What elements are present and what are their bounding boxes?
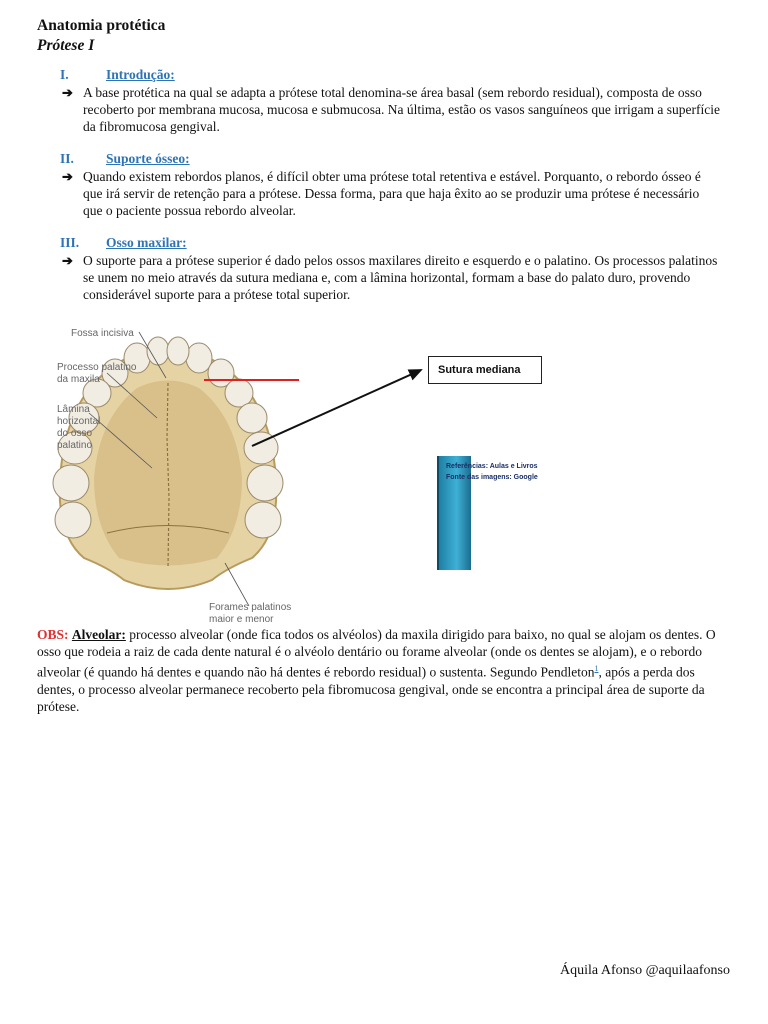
maxilla-illustration: [37, 318, 299, 630]
obs-label: OBS:: [37, 627, 69, 642]
paragraph-text: Quando existem rebordos planos, é difícil obter uma prótese total retentiva e estável. Porquanto, o rebordo ósseo é que irá servir de retenção para a prótese. Dessa forma, para que haja êxito ao se produzir uma prótese é necessário que o paciente possua rebordo alveolar.: [83, 169, 701, 218]
obs-text-before-ref: processo alveolar (onde fica todos os alvéolos) da maxila dirigido para baixo, no qual se alojam os dentes. O osso que rodeia a raiz de cada dente natural é o alvéolo dentário ou forame alveolar (onde os dentes se alojam), e o rebordo alveolar (é quando há dentes e quando não há dentes é rebordo residual) o sustenta. Segundo Pendleton: [37, 627, 716, 680]
document-subtitle: Prótese I: [37, 37, 95, 54]
section-number: I.: [60, 67, 69, 82]
author-footer: Áquila Afonso @aquilaafonso: [560, 963, 730, 978]
label-da-maxila: da maxila: [57, 374, 100, 385]
footnote-reference-link[interactable]: 1: [594, 664, 599, 673]
section-heading-suporte-osseo: [60, 151, 190, 167]
section-heading-osso-maxilar: [60, 235, 187, 251]
label-do-osso: do osso: [57, 428, 93, 439]
paragraph-text: A base protética na qual se adapta a prótese total denomina-se área basal (sem rebordo residual), composta de osso recoberto por membrana mucosa, mucosa e submucosa. Na última, estão os vasos sanguíneos que irrigam a superfície da fibromucosa gengival.: [83, 85, 720, 134]
section-number: III.: [60, 235, 80, 250]
section-number: II.: [60, 151, 74, 166]
label-horizontal: horizontal: [57, 416, 101, 427]
section-label: Osso maxilar:: [106, 235, 187, 250]
arrow-right-icon: ➔: [62, 85, 73, 100]
section-paragraph-osso-maxilar: [62, 252, 722, 303]
section-heading-introducao: [60, 67, 175, 83]
references-line: Referências: Aulas e Livros: [446, 463, 538, 470]
label-lamina: Lâmina: [57, 404, 90, 415]
section-paragraph-introducao: [62, 84, 722, 135]
obs-paragraph: [37, 626, 727, 715]
callout-sutura-mediana: Sutura mediana: [428, 356, 542, 384]
paragraph-text: O suporte para a prótese superior é dado pelos ossos maxilares direito e esquerdo e o palatino. Os processos palatinos se unem no meio através da sutura mediana e, com a lâmina horizontal, formam a base do palato duro, provendo considerável suporte para a prótese total superior.: [83, 253, 718, 302]
image-source-line: Fonte das imagens: Google: [446, 474, 538, 481]
section-label: Suporte ósseo:: [106, 151, 190, 166]
document-title: Anatomia protética: [37, 17, 166, 34]
arrow-right-icon: ➔: [62, 169, 73, 184]
label-fossa-incisiva: Fossa incisiva: [71, 328, 134, 339]
label-palatino: palatino: [57, 440, 93, 451]
obs-text-after-ref: , após a perda dos dentes, o processo alveolar permanece recoberto pela fibromucosa gengival, onde se encontra a principal área de suporte da prótese.: [37, 664, 705, 714]
alveolar-term: Alveolar:: [71, 627, 126, 642]
label-processo-palatino: Processo palatino: [57, 362, 137, 373]
arrow-right-icon: ➔: [62, 253, 73, 268]
section-paragraph-suporte-osseo: [62, 168, 722, 219]
label-forames-palatinos: Forames palatinos: [209, 602, 292, 613]
references-text: [446, 461, 538, 483]
section-label: Introdução:: [106, 67, 175, 82]
label-maior-e-menor: maior e menor: [209, 614, 274, 625]
